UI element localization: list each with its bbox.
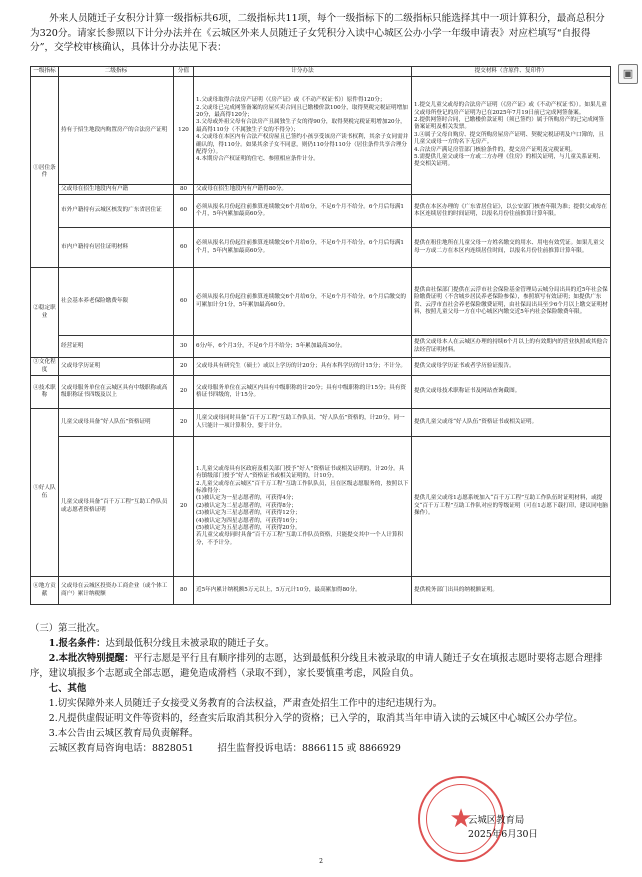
other1-paragraph: 1.切实保障外来人员随迁子女接受义务教育的合法权益，严肃查处招生工作中的违纪违规行为。	[48, 698, 443, 709]
sub-indicator: 持有于招生地段内购置房产的合法房产证明	[59, 77, 174, 185]
section7-heading: 七、其他	[48, 683, 87, 694]
sub-indicator: 父或母服务单位在云城区具有中级职称或高级职称证书四级及以上	[59, 376, 174, 409]
materials-cell: 提供父或母技术职称证书及网站查询截图。	[412, 376, 611, 409]
supervise-label: 招生监督投诉电话：	[217, 743, 302, 754]
header-cell: 分值	[174, 67, 194, 77]
method-cell: 儿童父或母同时具备“百千万工程”互助工作队员、“好人队伍”资格的，计20分，同一人只能计一项计算积分，要于计分。	[194, 409, 412, 437]
method-cell: 1.儿童父或母具有区政府及相关部门授予“好人”资格证书或相关证明的，计20分。具有镇级部门授予“好人”资格证书或相关证明的，计10分。 2.儿童父或母在云城区“百千万工程”互助工作队队员，且在区级志愿服务的，按照以下标准得分： (1)被认定为一星志愿者的，可获得4分； (2)被认定为二星志愿者的，可获得8分； (3)被认定为三星志愿者的，可获得12分； (4)被认定为四星志愿者的，可获得16分； (5)被认定为五星志愿者的，可获得20分。 若儿童父或母同时具备“百千万工程”互助工作队员资格，只能提交其中一个人计算积分，不予计分。	[194, 437, 412, 577]
level1-indicator: ⑤好人队伍	[31, 409, 59, 577]
score-cell: 80	[174, 577, 194, 605]
signature-date: 2025年6月30日	[468, 829, 538, 840]
other3-paragraph: 3.本公告由云城区教育局负责解释。	[48, 728, 199, 739]
supervise-phone-1: 8866115	[301, 743, 344, 754]
page-number: 2	[319, 858, 323, 865]
table-row	[31, 77, 611, 185]
header-cell: 提交材料（含原件、复印件）	[412, 67, 611, 77]
intro-paragraph	[30, 12, 610, 56]
table-row	[31, 358, 611, 376]
other2-paragraph: 2.凡提供虚假证明文件等资料的，经查实后取消其积分入学的资格；已入学的，取消其当年申请入读的云城区中心城区公办学位。	[48, 713, 583, 724]
table-row	[31, 376, 611, 409]
level1-indicator: ⑥地方贡献	[31, 577, 59, 605]
materials-cell: 提供由社保部门提供在云浮市社会保险基金管理局云城分局出具的近5年社会保险缴费证明（不含城乡居民养老保险参保），参照填写有效证明；如提供广东省、云浮市直社会养老保险缴费证明，由社保局出具至少6个月以上缴交证明材料，按照儿童父母一方在中心城区内缴交近5年内社会保险缴费年限。	[412, 268, 611, 336]
score-cell: 80	[174, 185, 194, 195]
score-cell: 120	[174, 77, 194, 185]
consult-label: 云城区教育局咨询电话：	[48, 743, 152, 754]
table-row	[31, 336, 611, 358]
signature-org: 云城区教育局	[468, 815, 525, 826]
gallery-icon[interactable]: ▣	[618, 64, 638, 84]
materials-cell: 提供父或母学历证书或者学历验证报告。	[412, 358, 611, 376]
supervise-phone-2: 8866929	[359, 743, 401, 754]
score-cell: 60	[174, 195, 194, 228]
seal-star-icon: ★	[449, 804, 473, 834]
score-cell: 20	[174, 409, 194, 437]
method-cell: 1.父或母取得合法房产证明（《房产证》或《不动产权证书》）原件得120分； 2.父或母已完成网签备案的房屋买卖合同且已缴楼价款100分，取得契税完税证明增加20分，最高得120分； 3.父母或外祖父母有合法房产且属独生子女的得90分，取得契税完税证明增加20分，最高得110分（不属独生子女的不得分）； 4.父或母在本区内有合法产权房屋且已签约小孩享受该房产读书权利，其余子女同需并确认的，得110分。如果其余子女不同意，则仍110分得110分（居住条件共享合理分配得分）。 4.本期房合产权证明的住宅、参照相应条件计分。	[194, 77, 412, 185]
score-cell: 20	[174, 376, 194, 409]
score-cell: 20	[174, 358, 194, 376]
materials-cell: 1.提交儿童父或母的合法房产证明（《房产证》或《不动产权证书》）。如果儿童父或母所登记的房产证明为已在2025年7月19日前已完成网签备案。 2.提供网签时合同，已缴楼价款证明（须已签约）属于所购房产的已完成网签备案证明及相关发票。 3.④属子父母自购房、提交所购房屋房产证明、契税完税证明及户口簿的，且儿童父或母一方的名下无房产。 4.合法房产满足房管部门核验条件的，提交房产证明及完税证明。 5.需提供儿童父或母一方或二方办理《住房》的相关证明，与儿童关系证明、提交相关证明。	[412, 77, 611, 195]
sub-indicator: 市外户籍持有云城区核发的广东省居住证	[59, 195, 174, 228]
sub-indicator: 儿童父或母具备“好人队伍”资格证明	[59, 409, 174, 437]
method-cell: 必须从报名月份起往前推算连续缴交6个月给6分，不足6个月不给分。6个月后缴交的可累加计分1分，5年累加最高60分。	[194, 268, 412, 336]
item1-paragraph	[30, 636, 610, 651]
table-row	[31, 268, 611, 336]
sub-indicator: 经营证明	[59, 336, 174, 358]
item2-label: 2.本批次特别提醒：	[48, 653, 134, 664]
table-row	[31, 437, 611, 577]
item2-paragraph	[30, 651, 610, 681]
materials-cell: 提供儿童父或母“好人队伍”资格证书或相关证明。	[412, 409, 611, 437]
sub-indicator: 社会基本养老保险缴费年限	[59, 268, 174, 336]
header-cell: 计分办法	[194, 67, 412, 77]
sub-indicator: 父或母在招生地段内有户籍	[59, 185, 174, 195]
score-cell: 30	[174, 336, 194, 358]
level1-indicator: ①居住条件	[31, 77, 59, 268]
level1-indicator: ③文化程度	[31, 358, 59, 376]
method-cell: 父或母服务单位在云城区内具有中级职称的计20分；具有中级职称的计15分；具有资格证书四级的，计15分。	[194, 376, 412, 409]
notice-body	[30, 621, 610, 756]
item1-label: 1.报名条件：	[48, 638, 106, 649]
table-row	[31, 577, 611, 605]
header-cell: 二级指标	[59, 67, 174, 77]
item2-text: 平行志愿是平行且有顺序排列的志愿，达到最低积分线且未被录取的申请人随迁子女在填报志愿时要将志愿合理排序，建议填报多个志愿或全部志愿，避免造成滑档（录取不到），家长要慎重考虑，风险自负。	[30, 653, 603, 679]
batch3-heading: （三）第三批次。	[30, 623, 106, 634]
sub-indicator: 市内户籍持有居住证明材料	[59, 228, 174, 268]
supervise-and: 或	[346, 743, 357, 754]
header-cell: 一级指标	[31, 67, 59, 77]
level1-indicator: ②稳定职业	[31, 268, 59, 358]
scoring-table	[30, 66, 611, 605]
materials-cell: 提供在租住地所在儿童父母一方姓名缴交的用水、用电有效凭证。如果儿童父母一方或二方在本区内连续居住时间，以报名月份往前推算计算年限。	[412, 228, 611, 268]
method-cell: 父或母具有研究生（硕士）或以上学历的计20分；具有本科学历的计15分；不计分。	[194, 358, 412, 376]
level1-indicator: ④技术职称	[31, 376, 59, 409]
table-row	[31, 409, 611, 437]
table-row	[31, 195, 611, 228]
table-row	[31, 228, 611, 268]
sub-indicator: 父或母在云城区投资办工商企业（或个体工商户）累计纳税额	[59, 577, 174, 605]
item1-text: 达到最低积分线且未被录取的随迁子女。	[105, 638, 275, 649]
signature-block	[468, 814, 538, 842]
method-cell: 父或母在招生地段内有户籍得80分。	[194, 185, 412, 195]
materials-cell: 提供儿童父或母1志愿系统加入“百千万工程”互助工作队伍时证明材料，或提交“百千万工程”互助工作队对应的等级证明（可在1志愿下载打印，建议同电脑操作）。	[412, 437, 611, 577]
materials-cell: 提供在本区办理的《广东省居住证》，以公安部门核查年限为准；提供父或母在本区连续居住的时间证明，以报名月份往前推算计算年限。	[412, 195, 611, 228]
score-cell: 20	[174, 437, 194, 577]
intro-text: 外来人员随迁子女积分计算一级指标共6项，二级指标共11项，每个一级指标下的二级指标只能选择其中一项计算积分，最高总积分为320分。请家长参照以下计分办法并在《云城区外来人员随迁子女凭积分入读中心城区公办小学一年级申请表》对应栏填写“自报得分”，交学校审核确认，具体计分办法见下表：	[30, 13, 605, 54]
materials-cell: 提供父或母本人在云城区办理的持续6个月以上的有效期内的营业执照或其他合法经营证明材料。	[412, 336, 611, 358]
method-cell: 必须从报名月份起往前推算连续缴交6个月给6分，不足6个月不给分。6个月后每满1个月，5年内累加最高60分。	[194, 195, 412, 228]
method-cell: 近5年内累计纳税额5万元以上，5万元计10分，最高累加得80分。	[194, 577, 412, 605]
consult-phone: 8828051	[151, 743, 194, 754]
method-cell: 6分/年，6个月3分，不足6个月不给分；5年累加最高30分。	[194, 336, 412, 358]
table-header-row	[31, 67, 611, 77]
sub-indicator: 父或母学历证明	[59, 358, 174, 376]
score-cell: 60	[174, 268, 194, 336]
phone-line	[30, 741, 610, 756]
sub-indicator: 儿童父或母具备“百千万工程”互助工作队员或志愿者资格证明	[59, 437, 174, 577]
score-cell: 60	[174, 228, 194, 268]
materials-cell: 提供税务部门出具的纳税额证明。	[412, 577, 611, 605]
method-cell: 必须从报名月份起往前推算连续缴交6个月给6分，不足6个月不给分。6个月后每满1个月，5年内累加最高60分。	[194, 228, 412, 268]
